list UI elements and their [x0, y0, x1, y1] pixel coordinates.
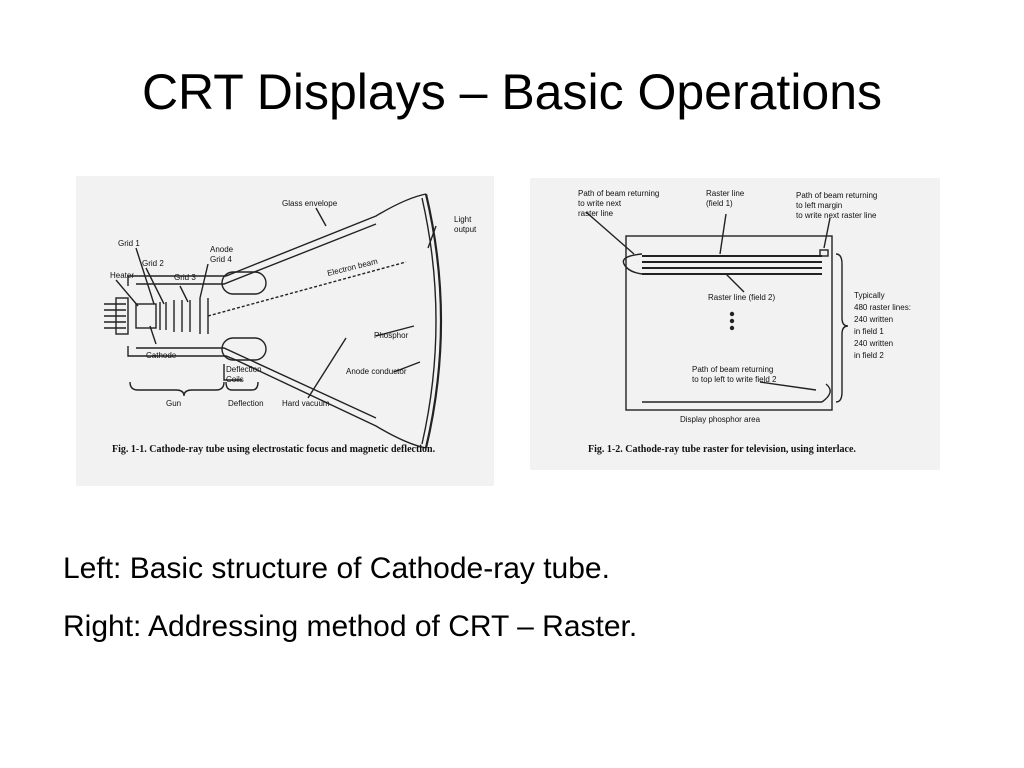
label-cathode: Cathode	[146, 351, 177, 360]
label-gun: Gun	[166, 399, 182, 408]
label-return-left-3: to write next raster line	[796, 211, 877, 220]
label-anode-1: Anode	[210, 245, 234, 254]
label-deflection-2: Coils	[226, 375, 244, 384]
label-grid-2: Grid 2	[142, 259, 164, 268]
label-anode-conductor: Anode conductor	[346, 367, 407, 376]
label-deflection-1: Deflection	[226, 365, 262, 374]
label-raster-f1-2: (field 1)	[706, 199, 733, 208]
label-light-output-1: Light	[454, 215, 472, 224]
label-return-next-2: to write next	[578, 199, 622, 208]
slide-title: CRT Displays – Basic Operations	[141, 64, 883, 120]
label-return-next-1: Path of beam returning	[578, 189, 660, 198]
label-deflection: Deflection	[228, 399, 264, 408]
label-raster-f1-1: Raster line	[706, 189, 745, 198]
label-return-top-2: to top left to write field 2	[692, 375, 777, 384]
label-heater: Heater	[110, 271, 135, 280]
crt-raster-figure	[530, 178, 940, 470]
caption-left: Left: Basic structure of Cathode-ray tube.	[63, 552, 610, 585]
label-phosphor: Phosphor	[374, 331, 409, 340]
label-hard-vacuum: Hard vacuum	[282, 399, 330, 408]
label-typical-6: in field 2	[854, 351, 884, 360]
caption-right: Right: Addressing method of CRT – Raster.	[63, 610, 638, 643]
label-typical-4: in field 1	[854, 327, 884, 336]
label-electron-beam: Electron beam	[326, 256, 379, 278]
crt-structure-diagram	[76, 176, 494, 486]
label-grid-1: Grid 1	[118, 239, 140, 248]
figure-left-caption: Fig. 1-1. Cathode-ray tube using electrostatic focus and magnetic deflection.	[112, 444, 436, 455]
crt-structure-figure	[76, 176, 494, 486]
label-typical-2: 480 raster lines:	[854, 303, 911, 312]
label-return-left-1: Path of beam returning	[796, 191, 878, 200]
label-anode-2: Grid 4	[210, 255, 232, 264]
label-grid-3: Grid 3	[174, 273, 196, 282]
label-typical-1: Typically	[854, 291, 885, 300]
label-raster-f2: Raster line (field 2)	[708, 293, 776, 302]
label-display-area: Display phosphor area	[680, 415, 761, 424]
label-typical-3: 240 written	[854, 315, 894, 324]
label-typical-5: 240 written	[854, 339, 894, 348]
figure-right-caption: Fig. 1-2. Cathode-ray tube raster for television, using interlace.	[588, 444, 856, 455]
label-return-left-2: to left margin	[796, 201, 843, 210]
label-return-next-3: raster line	[578, 209, 614, 218]
label-glass-envelope: Glass envelope	[282, 199, 338, 208]
label-light-output-2: output	[454, 225, 477, 234]
crt-raster-diagram	[530, 178, 940, 470]
label-return-top-1: Path of beam returning	[692, 365, 774, 374]
